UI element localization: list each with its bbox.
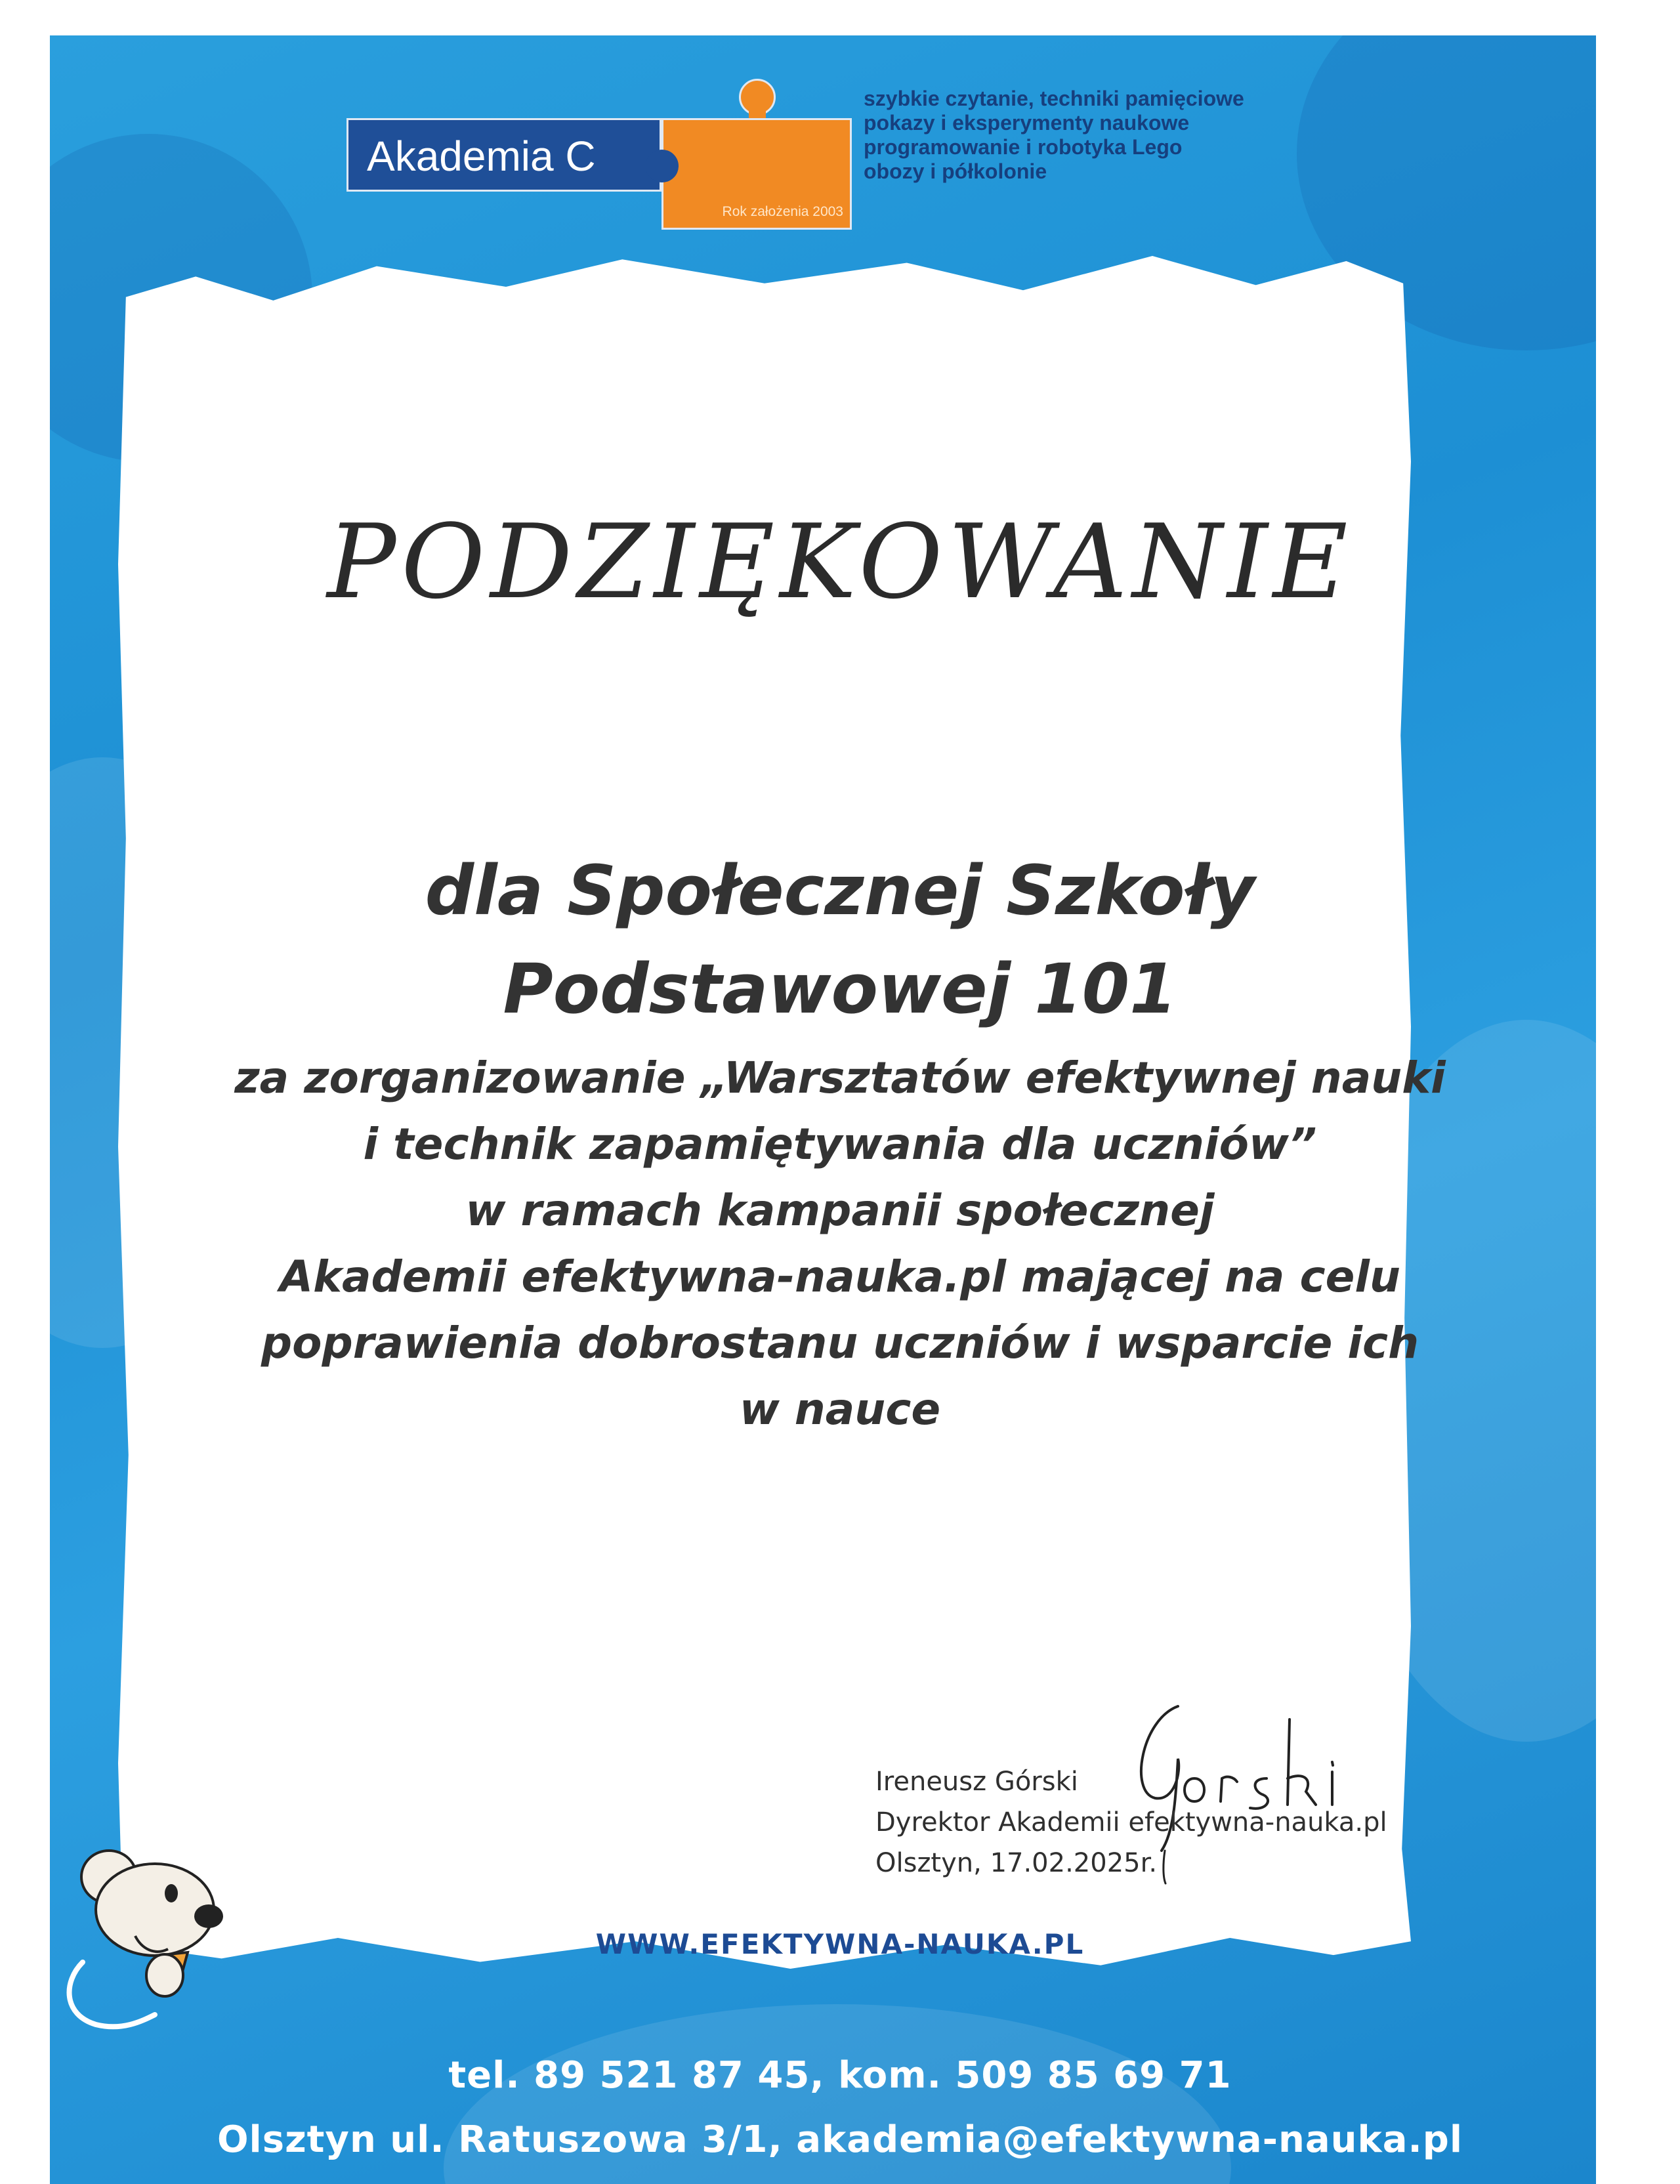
signature-place-date: Olsztyn, 17.02.2025r. <box>875 1848 1158 1878</box>
tagline-line: programowanie i robotyka Lego <box>864 135 1183 159</box>
logo-founded-year: Rok założenia 2003 <box>722 204 843 219</box>
body-line: w ramach kampanii społecznej <box>465 1185 1215 1236</box>
certificate-recipient <box>0 841 1680 1038</box>
logo-name: Akademia C <box>367 133 596 180</box>
tagline-line: szybkie czytanie, techniki pamięciowe <box>864 87 1244 110</box>
body-line: za zorganizowanie „Warsztatów efektywnej nauki <box>234 1053 1446 1103</box>
certificate-title: PODZIĘKOWANIE <box>327 502 1353 621</box>
puzzle-notch-shape <box>646 150 679 182</box>
body-line: w nauce <box>739 1384 941 1435</box>
website-link[interactable]: WWW.EFEKTYWNA-NAUKA.PL <box>595 1928 1085 1960</box>
logo-blue-block <box>346 118 662 192</box>
signature-block <box>875 1761 1387 1883</box>
signatory-position: Dyrektor Akademii efektywna-nauka.pl <box>875 1807 1387 1838</box>
tagline-line: obozy i półkolonie <box>864 159 1047 183</box>
signatory-name: Ireneusz Górski <box>875 1767 1078 1797</box>
logo-orange-block <box>662 118 852 230</box>
offer-tagline <box>864 87 1362 184</box>
tagline-line: pokazy i eksperymenty naukowe <box>864 111 1190 135</box>
akademia-c-logo <box>346 79 911 236</box>
footer-address: Olsztyn ul. Ratuszowa 3/1, akademia@efektywna-nauka.pl <box>217 2118 1463 2161</box>
body-line: i technik zapamiętywania dla uczniów” <box>363 1119 1317 1169</box>
recipient-line: Podstawowej 101 <box>503 949 1177 1029</box>
body-line: poprawienia dobrostanu uczniów i wsparcie ich <box>261 1318 1419 1368</box>
certificate-body <box>0 1045 1680 1442</box>
recipient-line: dla Społecznej Szkoły <box>425 850 1255 931</box>
body-line: Akademii efektywna-nauka.pl mającej na celu <box>280 1251 1400 1302</box>
footer-phone: tel. 89 521 87 45, kom. 509 85 69 71 <box>448 2054 1232 2097</box>
